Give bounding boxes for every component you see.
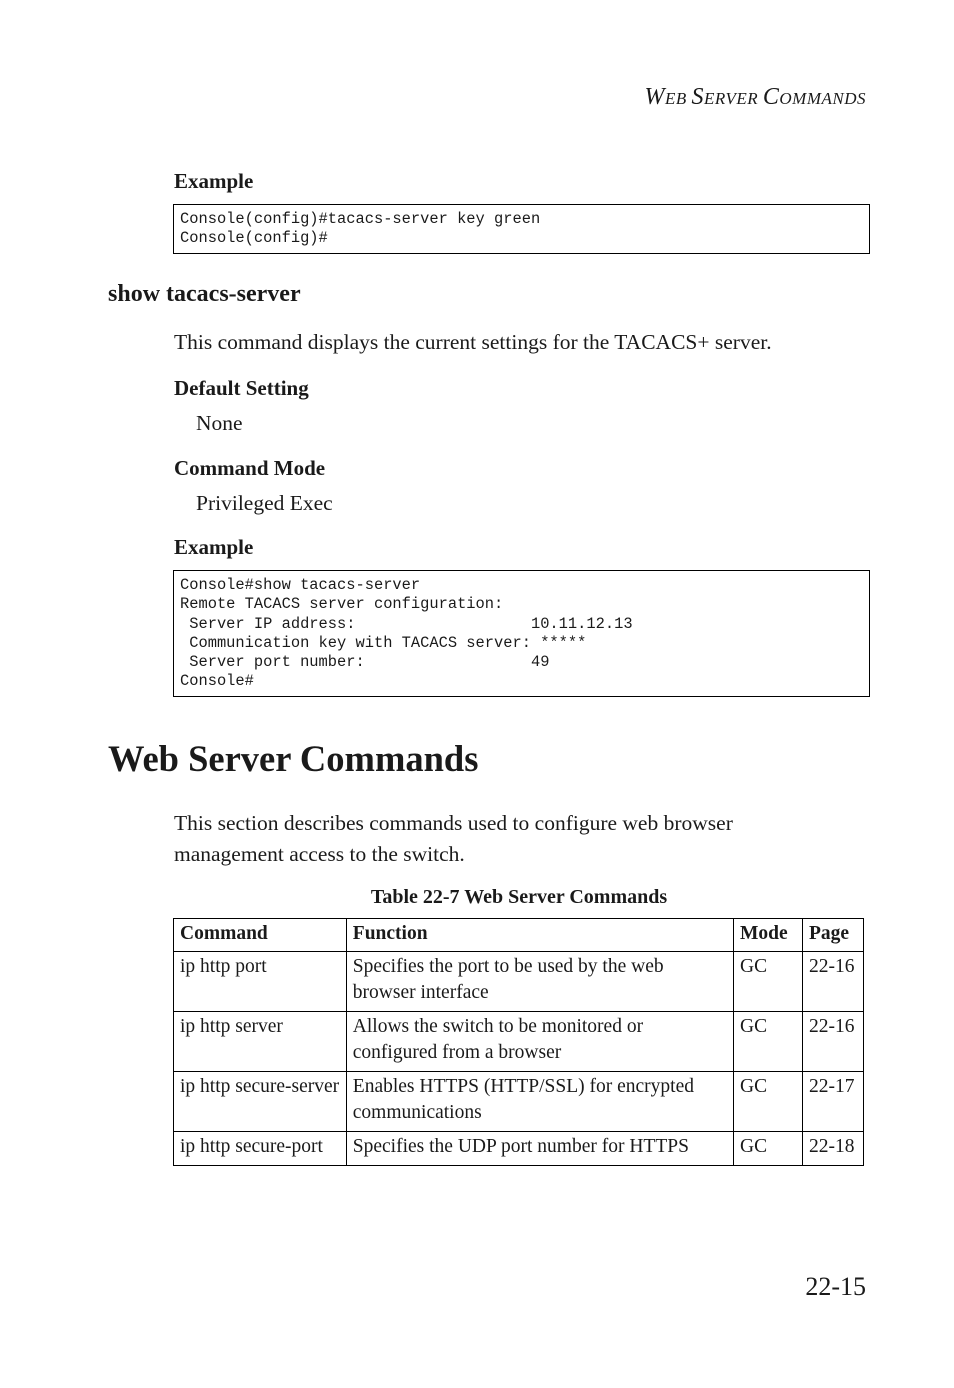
- table-caption: Table 22-7 Web Server Commands: [370, 886, 668, 908]
- default-setting-value: None: [196, 411, 243, 435]
- column-header-function: Function: [346, 919, 733, 952]
- page-number: 22-15: [805, 1272, 866, 1301]
- code-example-show-tacacs: Console#show tacacs-server Remote TACACS server configuration: Server IP address: 10.11.12.13 Communication key with TACACS server: ***** Server port number: 49 Console#: [173, 570, 870, 697]
- example-label: Example: [174, 169, 254, 193]
- table-row: [174, 1132, 864, 1166]
- cell-command: ip http port: [174, 952, 347, 1012]
- cell-function: Specifies the UDP port number for HTTPS: [346, 1132, 733, 1166]
- cell-command: ip http secure-port: [174, 1132, 347, 1166]
- cell-page: 22-17: [803, 1072, 864, 1132]
- cell-function: Allows the switch to be monitored or configured from a browser: [346, 1012, 733, 1072]
- cell-command: ip http secure-server: [174, 1072, 347, 1132]
- column-header-page: Page: [803, 919, 864, 952]
- cell-page: 22-18: [803, 1132, 864, 1166]
- cell-mode: GC: [734, 1132, 803, 1166]
- column-header-mode: Mode: [734, 919, 803, 952]
- web-server-commands-table: [173, 918, 864, 1166]
- cell-mode: GC: [734, 1072, 803, 1132]
- cell-mode: GC: [734, 1012, 803, 1072]
- section-title: Web Server Commands: [108, 738, 479, 779]
- table-row: [174, 952, 864, 1012]
- cell-page: 22-16: [803, 952, 864, 1012]
- running-header: WEB SERVER COMMANDS: [644, 84, 866, 110]
- column-header-command: Command: [174, 919, 347, 952]
- command-heading: show tacacs-server: [108, 281, 301, 307]
- command-mode-label: Command Mode: [174, 456, 326, 480]
- table-row: [174, 1012, 864, 1072]
- cell-function: Specifies the port to be used by the web browser interface: [346, 952, 733, 1012]
- table-row: [174, 1072, 864, 1132]
- command-mode-value: Privileged Exec: [196, 491, 333, 515]
- cell-page: 22-16: [803, 1012, 864, 1072]
- cell-mode: GC: [734, 952, 803, 1012]
- cell-command: ip http server: [174, 1012, 347, 1072]
- command-description: This command displays the current settings for the TACACS+ server.: [174, 330, 772, 354]
- code-example-tacacs-key: Console(config)#tacacs-server key green Console(config)#: [173, 204, 870, 254]
- table-header-row: [174, 919, 864, 952]
- cell-function: Enables HTTPS (HTTP/SSL) for encrypted communications: [346, 1072, 733, 1132]
- section-description: This section describes commands used to configure web browser management access to the switch.: [174, 811, 733, 866]
- example-label: Example: [174, 535, 254, 559]
- default-setting-label: Default Setting: [174, 376, 309, 400]
